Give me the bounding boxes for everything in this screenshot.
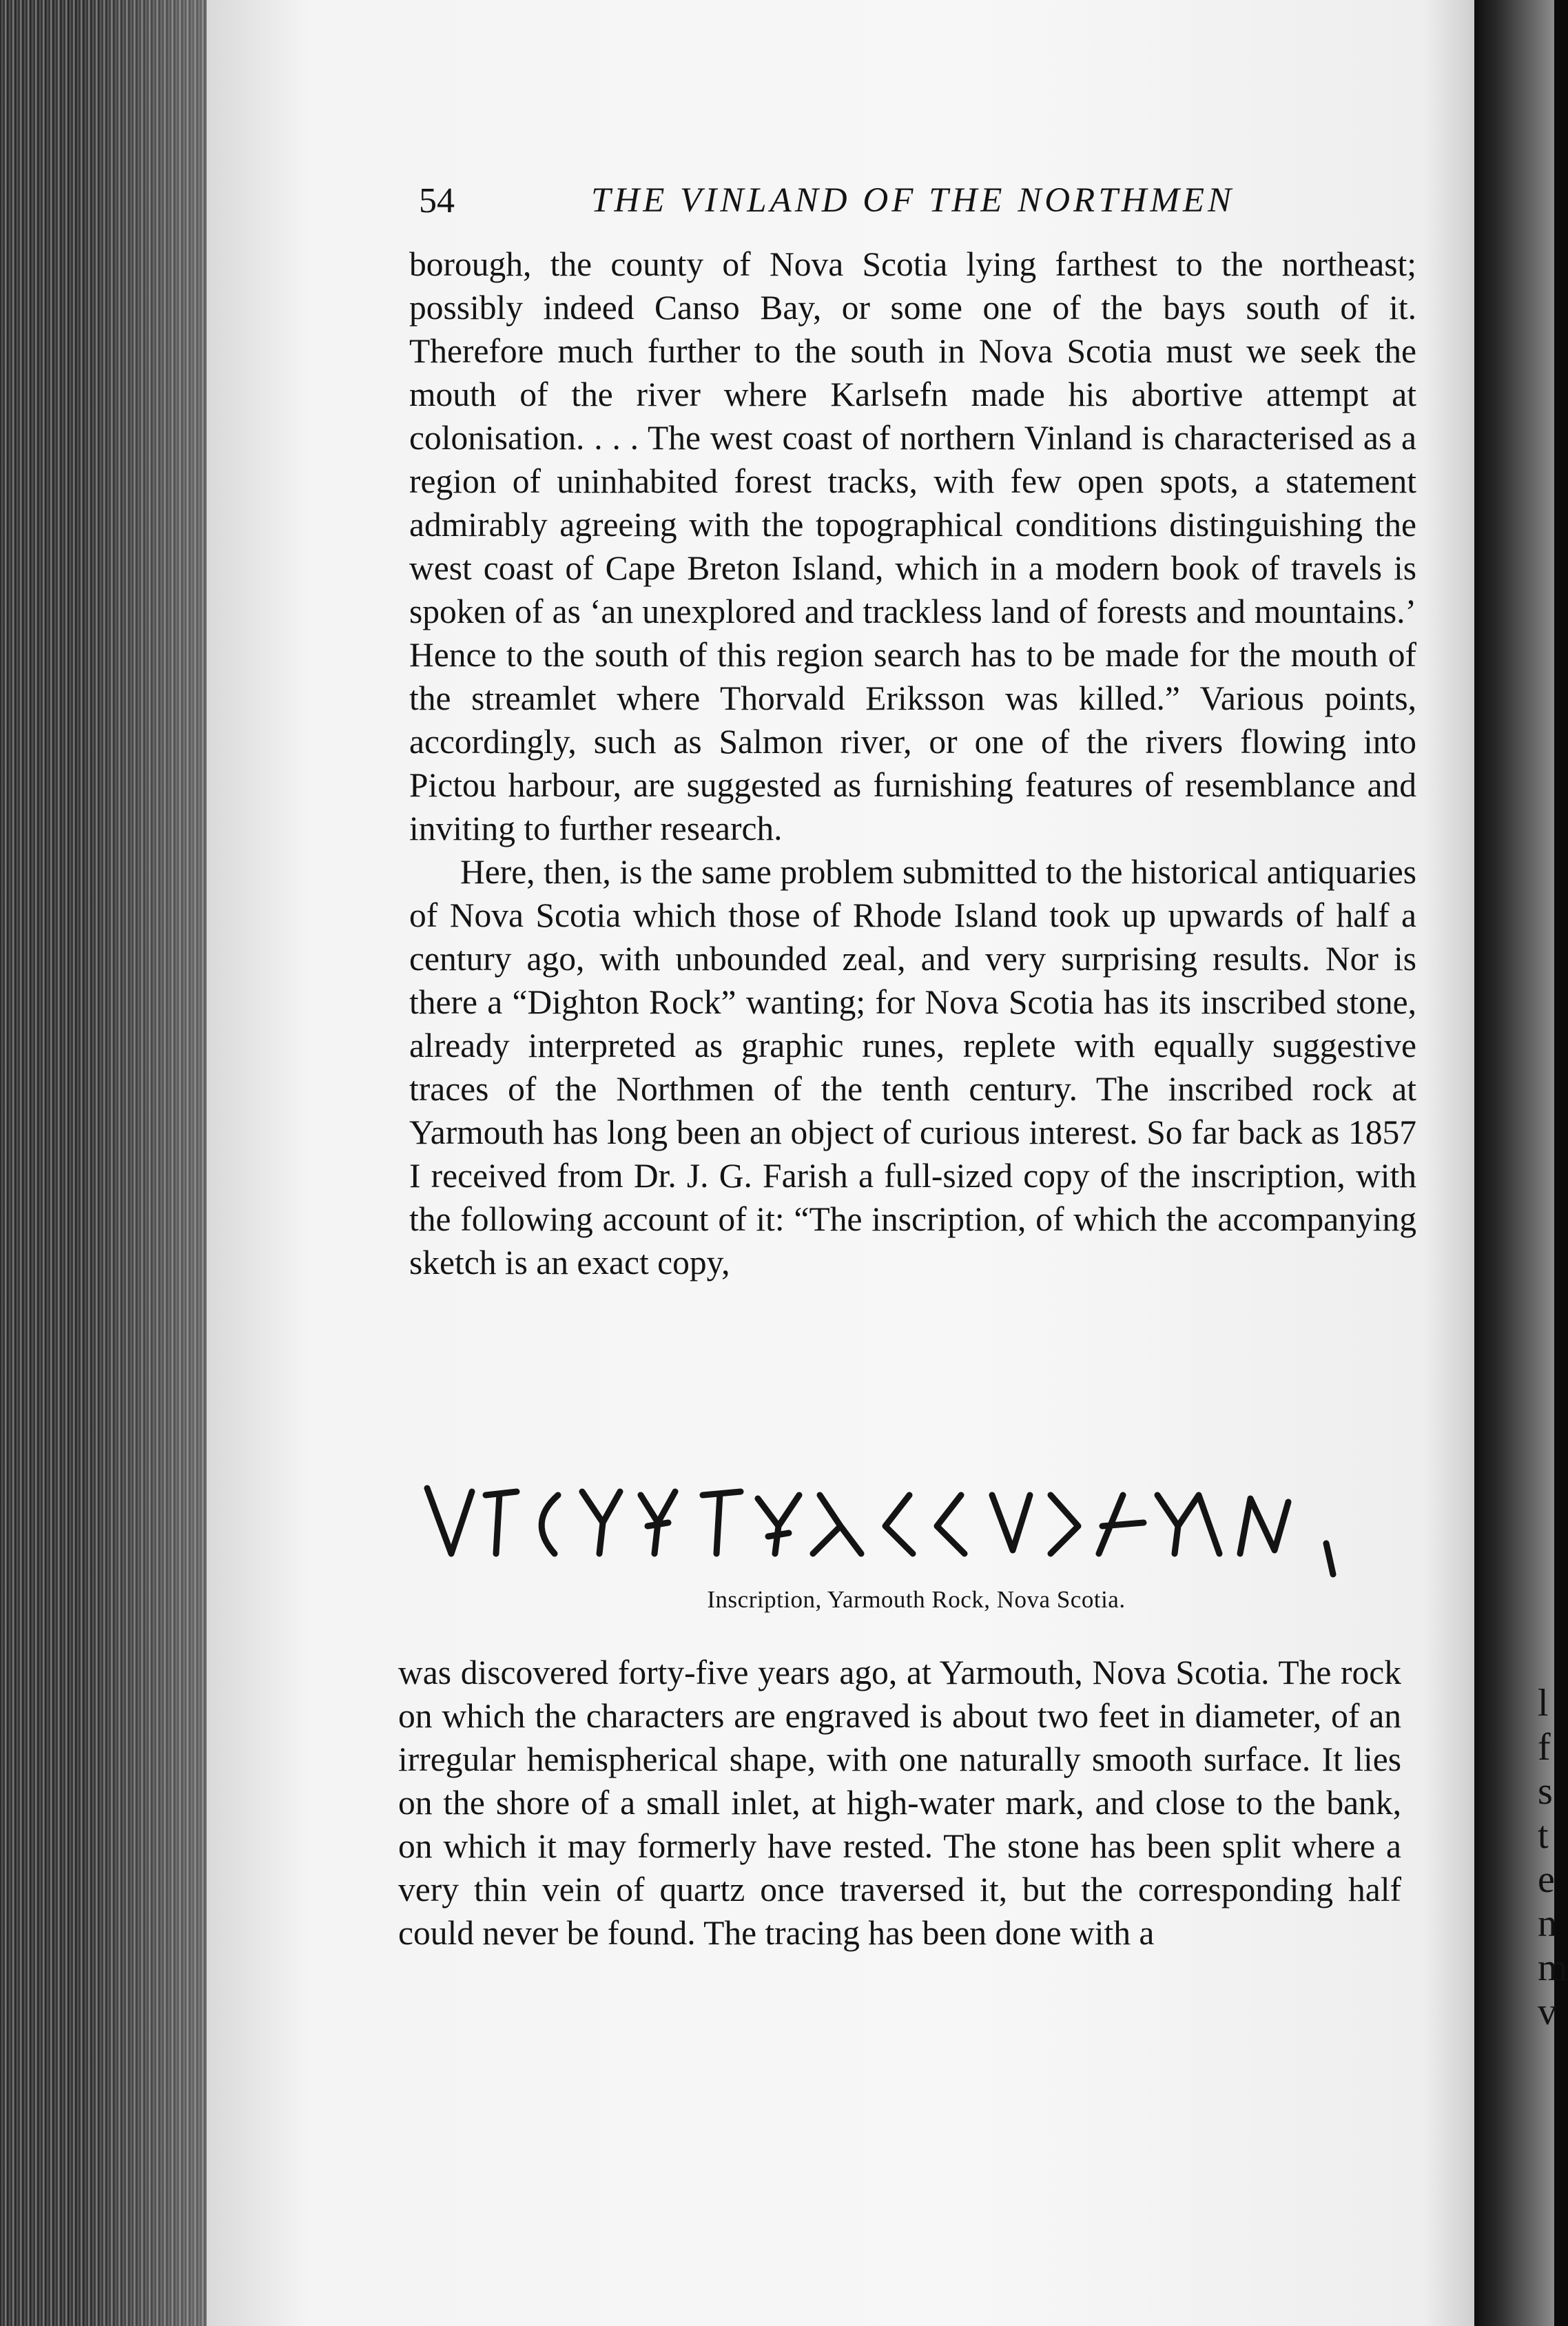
- body-text-lower: [398, 1651, 1401, 1955]
- fragment-letter: s: [1538, 1770, 1553, 1813]
- fragment-letter: m: [1538, 1946, 1568, 1989]
- paragraph: was discovered forty-five years ago, at Yarmouth, Nova Scotia. The rock on which the characters are engraved is about two feet in diameter, of an irregular hemispherical shape, with one naturally smooth surface. It lies on the shore of a small inlet, at high-water mark, and close to the bank, on which it may formerly have rested. The stone has been split where a very thin vein of quartz once traversed it, but the corresponding half could never be found. The tracing has been done with a: [398, 1654, 1401, 1952]
- page-gutter-shadow: [83, 0, 207, 2326]
- runic-characters-drawing: [413, 1468, 1399, 1585]
- running-head: THE VINLAND OF THE NORTHMEN: [591, 181, 1235, 220]
- next-page-letter-fragments: [1538, 1681, 1568, 2034]
- page-header: [419, 181, 1411, 229]
- body-text-upper: [409, 243, 1416, 1284]
- fragment-letter: e: [1538, 1858, 1555, 1901]
- yarmouth-rock-inscription-figure: [413, 1468, 1399, 1585]
- fragment-letter: f: [1538, 1726, 1551, 1769]
- figure-caption: Inscription, Yarmouth Rock, Nova Scotia.: [707, 1586, 1126, 1613]
- fragment-letter: v: [1538, 1990, 1557, 2033]
- paragraph: Here, then, is the same problem submitted to the historical antiquaries of Nova Scotia which those of Rhode Island took up upwards of half a century ago, with unbounded zeal, and very surprising results. Nor is there a “Dighton Rock” wanting; for Nova Scotia has its inscribed stone, already interpreted as graphic runes, replete with equally suggestive traces of the Northmen of the tenth century. The inscribed rock at Yarmouth has long been an object of curious interest. So far back as 1857 I received from Dr. J. G. Farish a full-sized copy of the inscription, with the following account of it: “The inscription, of which the accompanying sketch is an exact copy,: [409, 853, 1416, 1282]
- fragment-letter: t: [1538, 1814, 1549, 1857]
- page-number: 54: [419, 181, 455, 220]
- paragraph: borough, the county of Nova Scotia lying farthest to the northeast; possibly indeed Canso Bay, or some one of the bays south of it. Therefore much further to the south in Nova Scotia must we seek the mouth of the river where Karlsefn made his abortive attempt at colonisation. . . . The west coast of northern Vinland is characterised as a region of uninhabited forest tracks, with few open spots, a statement admirably agreeing with the topographical conditions distinguishing the west coast of Cape Breton Island, which in a modern book of travels is spoken of as ‘an unexplored and trackless land of forests and mountains.’ Hence to the south of this region search has to be made for the mouth of the streamlet where Thorvald Eriksson was killed.” Various points, accordingly, such as Salmon river, or one of the rivers flowing into Pictou harbour, are suggested as furnishing features of resemblance and inviting to further research.: [409, 245, 1416, 847]
- fragment-letter: l: [1538, 1682, 1549, 1725]
- fragment-letter: n: [1538, 1902, 1557, 1945]
